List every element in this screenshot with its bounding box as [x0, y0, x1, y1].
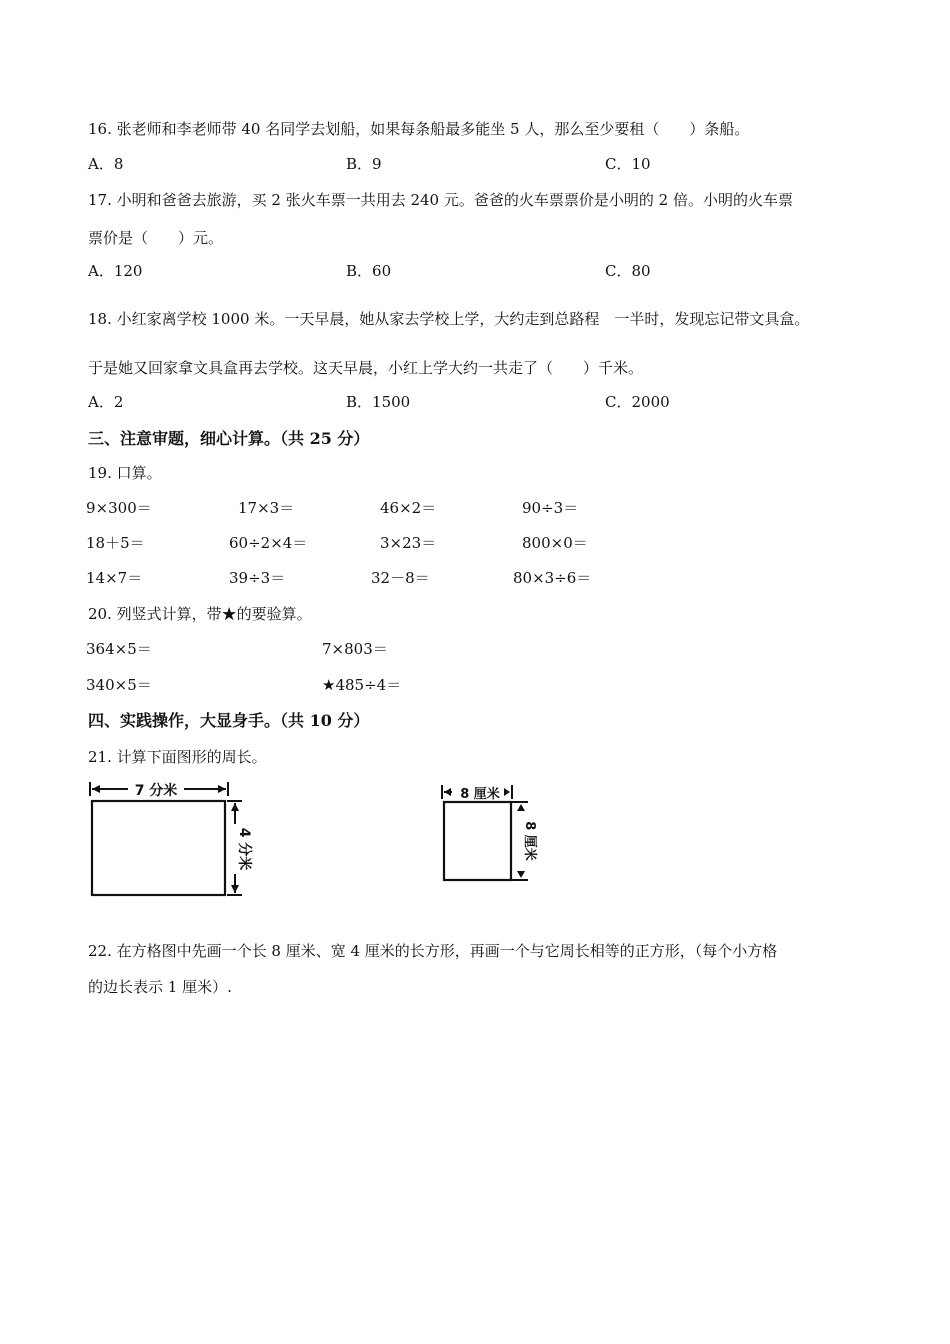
q18-option-b: B．1500	[346, 393, 411, 411]
q19-item: 3×23＝	[380, 534, 437, 552]
q17-option-a: A．120	[88, 262, 143, 280]
q19-item: 39÷3＝	[229, 569, 286, 587]
q17-stem-line2: 票价是（ ）元。	[88, 229, 224, 247]
section4-title: 四、实践操作，大显身手。（共 10 分）	[88, 711, 370, 730]
q19-item: 60÷2×4＝	[229, 534, 308, 552]
q20-item: ★485÷4＝	[322, 676, 402, 694]
q20-item: 340×5＝	[86, 676, 152, 694]
square-width-label: 8 厘米	[460, 787, 500, 802]
q19-item: 80×3÷6＝	[513, 569, 592, 587]
q20-item: 364×5＝	[86, 640, 152, 658]
q16-option-c: C．10	[605, 155, 651, 173]
q17-option-b: B．60	[346, 262, 392, 280]
q18-option-a: A．2	[88, 393, 124, 411]
rect-height-label: 4 分米	[236, 827, 252, 871]
q18-stem-line2: 于是她又回家拿文具盒再去学校。这天早晨，小红上学大约一共走了（ ）千米。	[88, 359, 644, 377]
q18-option-c: C．2000	[605, 393, 670, 411]
q20-item: 7×803＝	[322, 640, 388, 658]
rect-width-label: 7 分米	[134, 783, 178, 799]
q19-item: 18＋5＝	[86, 534, 145, 552]
square-height-label: 8 厘米	[522, 821, 537, 861]
q21-stem: 21. 计算下面图形的周长。	[88, 748, 267, 766]
q16-option-b: B．9	[346, 155, 382, 173]
q18-stem-line1: 18. 小红家离学校 1000 米。一天早晨，她从家去学校上学，大约走到总路程 一半时，发现忘记带文具盒。	[88, 310, 810, 328]
q22-stem-line1: 22. 在方格图中先画一个长 8 厘米、宽 4 厘米的长方形，再画一个与它周长相等的正方形，（每个小方格	[88, 942, 778, 960]
q17-option-c: C．80	[605, 262, 651, 280]
rectangle-figure	[84, 774, 256, 908]
q17-stem-line1: 17. 小明和爸爸去旅游，买 2 张火车票一共用去 240 元。爸爸的火车票票价是小明的 2 倍。小明的火车票	[88, 191, 793, 209]
square-figure	[438, 780, 538, 890]
q19-stem: 19. 口算。	[88, 464, 162, 482]
q19-item: 17×3＝	[238, 499, 295, 517]
section3-title: 三、注意审题，细心计算。（共 25 分）	[88, 429, 370, 448]
q16-option-a: A．8	[88, 155, 124, 173]
q19-item: 46×2＝	[380, 499, 437, 517]
q19-item: 800×0＝	[522, 534, 588, 552]
q19-item: 14×7＝	[86, 569, 143, 587]
q20-stem: 20. 列竖式计算，带★的要验算。	[88, 605, 312, 623]
q16-stem: 16. 张老师和李老师带 40 名同学去划船，如果每条船最多能坐 5 人，那么至少要租（ ）条船。	[88, 120, 750, 138]
q19-item: 9×300＝	[86, 499, 152, 517]
q19-item: 90÷3＝	[522, 499, 579, 517]
q19-item: 32－8＝	[371, 569, 430, 587]
q22-stem-line2: 的边长表示 1 厘米）.	[88, 978, 232, 996]
